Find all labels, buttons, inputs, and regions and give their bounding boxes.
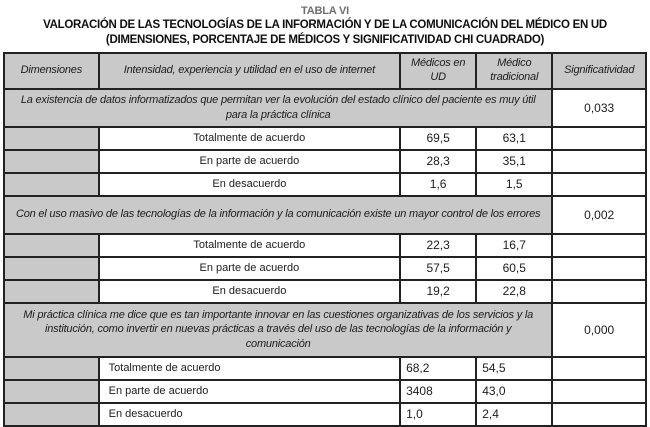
trad-value: 2,4 [476,403,552,426]
trad-value: 1,5 [476,173,552,196]
header-significatividad: Significatividad [552,53,646,89]
answer-label: En parte de acuerdo [99,380,400,403]
header-medico-tradicional: Médico tradicional [476,53,552,89]
trad-value: 54,5 [476,357,552,380]
section-statement: Con el uso masivo de las tecnologías de la información y la comunicación existe un mayor control de los errores [4,196,552,234]
dimension-spacer-cell [4,280,99,303]
ud-value: 69,5 [400,127,476,150]
table-row [4,257,646,280]
answer-label: En parte de acuerdo [99,257,400,280]
trad-value: 43,0 [476,380,552,403]
dimension-spacer-cell [4,150,99,173]
ud-value: 68,2 [400,357,476,380]
section-statement-row [4,303,646,357]
ud-value: 28,3 [400,150,476,173]
trad-value: 16,7 [476,234,552,257]
significance-empty-cell [552,357,646,380]
table-row [4,280,646,303]
header-intensidad: Intensidad, experiencia y utilidad en el uso de internet [99,53,400,89]
table-row [4,403,646,426]
significance-empty-cell [552,127,646,150]
significance-empty-cell [552,150,646,173]
answer-label: Totalmente de acuerdo [99,127,400,150]
trad-value: 60,5 [476,257,552,280]
ud-value: 1,0 [400,403,476,426]
significance-empty-cell [552,380,646,403]
trad-value: 63,1 [476,127,552,150]
significance-value: 0,002 [552,196,646,234]
dimension-spacer-cell [4,403,99,426]
ud-value: 57,5 [400,257,476,280]
significance-value: 0,033 [552,89,646,127]
dimension-spacer-cell [4,357,99,380]
dimension-spacer-cell [4,173,99,196]
answer-label: En parte de acuerdo [99,150,400,173]
table-row [4,380,646,403]
answer-label: Totalmente de acuerdo [99,357,400,380]
table-number: TABLA VI [301,5,349,17]
significance-empty-cell [552,257,646,280]
table-subtitle: (DIMENSIONES, PORCENTAJE DE MÉDICOS Y SIGNIFICATIVIDAD CHI CUADRADO) [105,33,545,46]
table-title: VALORACIÓN DE LAS TECNOLOGÍAS DE LA INFORMACIÓN Y DE LA COMUNICACIÓN DEL MÉDICO EN UD [43,19,607,32]
table-row [4,150,646,173]
section-statement-row [4,196,646,234]
section-statement: La existencia de datos informatizados que permitan ver la evolución del estado clínico del paciente es muy útil para la práctica clínica [4,89,552,127]
dimension-spacer-cell [4,380,99,403]
dimension-spacer-cell [4,234,99,257]
answer-label: En desacuerdo [99,173,400,196]
significance-value: 0,000 [552,303,646,357]
significance-empty-cell [552,234,646,257]
trad-value: 35,1 [476,150,552,173]
dimension-spacer-cell [4,127,99,150]
table-caption [0,0,650,48]
significance-empty-cell [552,403,646,426]
ud-value: 1,6 [400,173,476,196]
ud-value: 3408 [400,380,476,403]
table-row [4,127,646,150]
ud-value: 19,2 [400,280,476,303]
trad-value: 22,8 [476,280,552,303]
dimension-spacer-cell [4,257,99,280]
header-dimensiones: Dimensiones [4,53,99,89]
significance-empty-cell [552,280,646,303]
table-row [4,357,646,380]
answer-label: En desacuerdo [99,403,400,426]
section-statement-row [4,89,646,127]
header-medicos-ud: Médicos en UD [400,53,476,89]
answer-label: Totalmente de acuerdo [99,234,400,257]
section-statement: Mi práctica clínica me dice que es tan importante innovar en las cuestiones organizativas de los servicios y la institución, como invertir en nuevas prácticas a través del uso de las tecnologías de la información y comunicación [4,303,552,357]
answer-label: En desacuerdo [99,280,400,303]
table-row [4,173,646,196]
header-row [4,53,646,89]
valoracion-table [3,52,647,427]
table-row [4,234,646,257]
significance-empty-cell [552,173,646,196]
ud-value: 22,3 [400,234,476,257]
